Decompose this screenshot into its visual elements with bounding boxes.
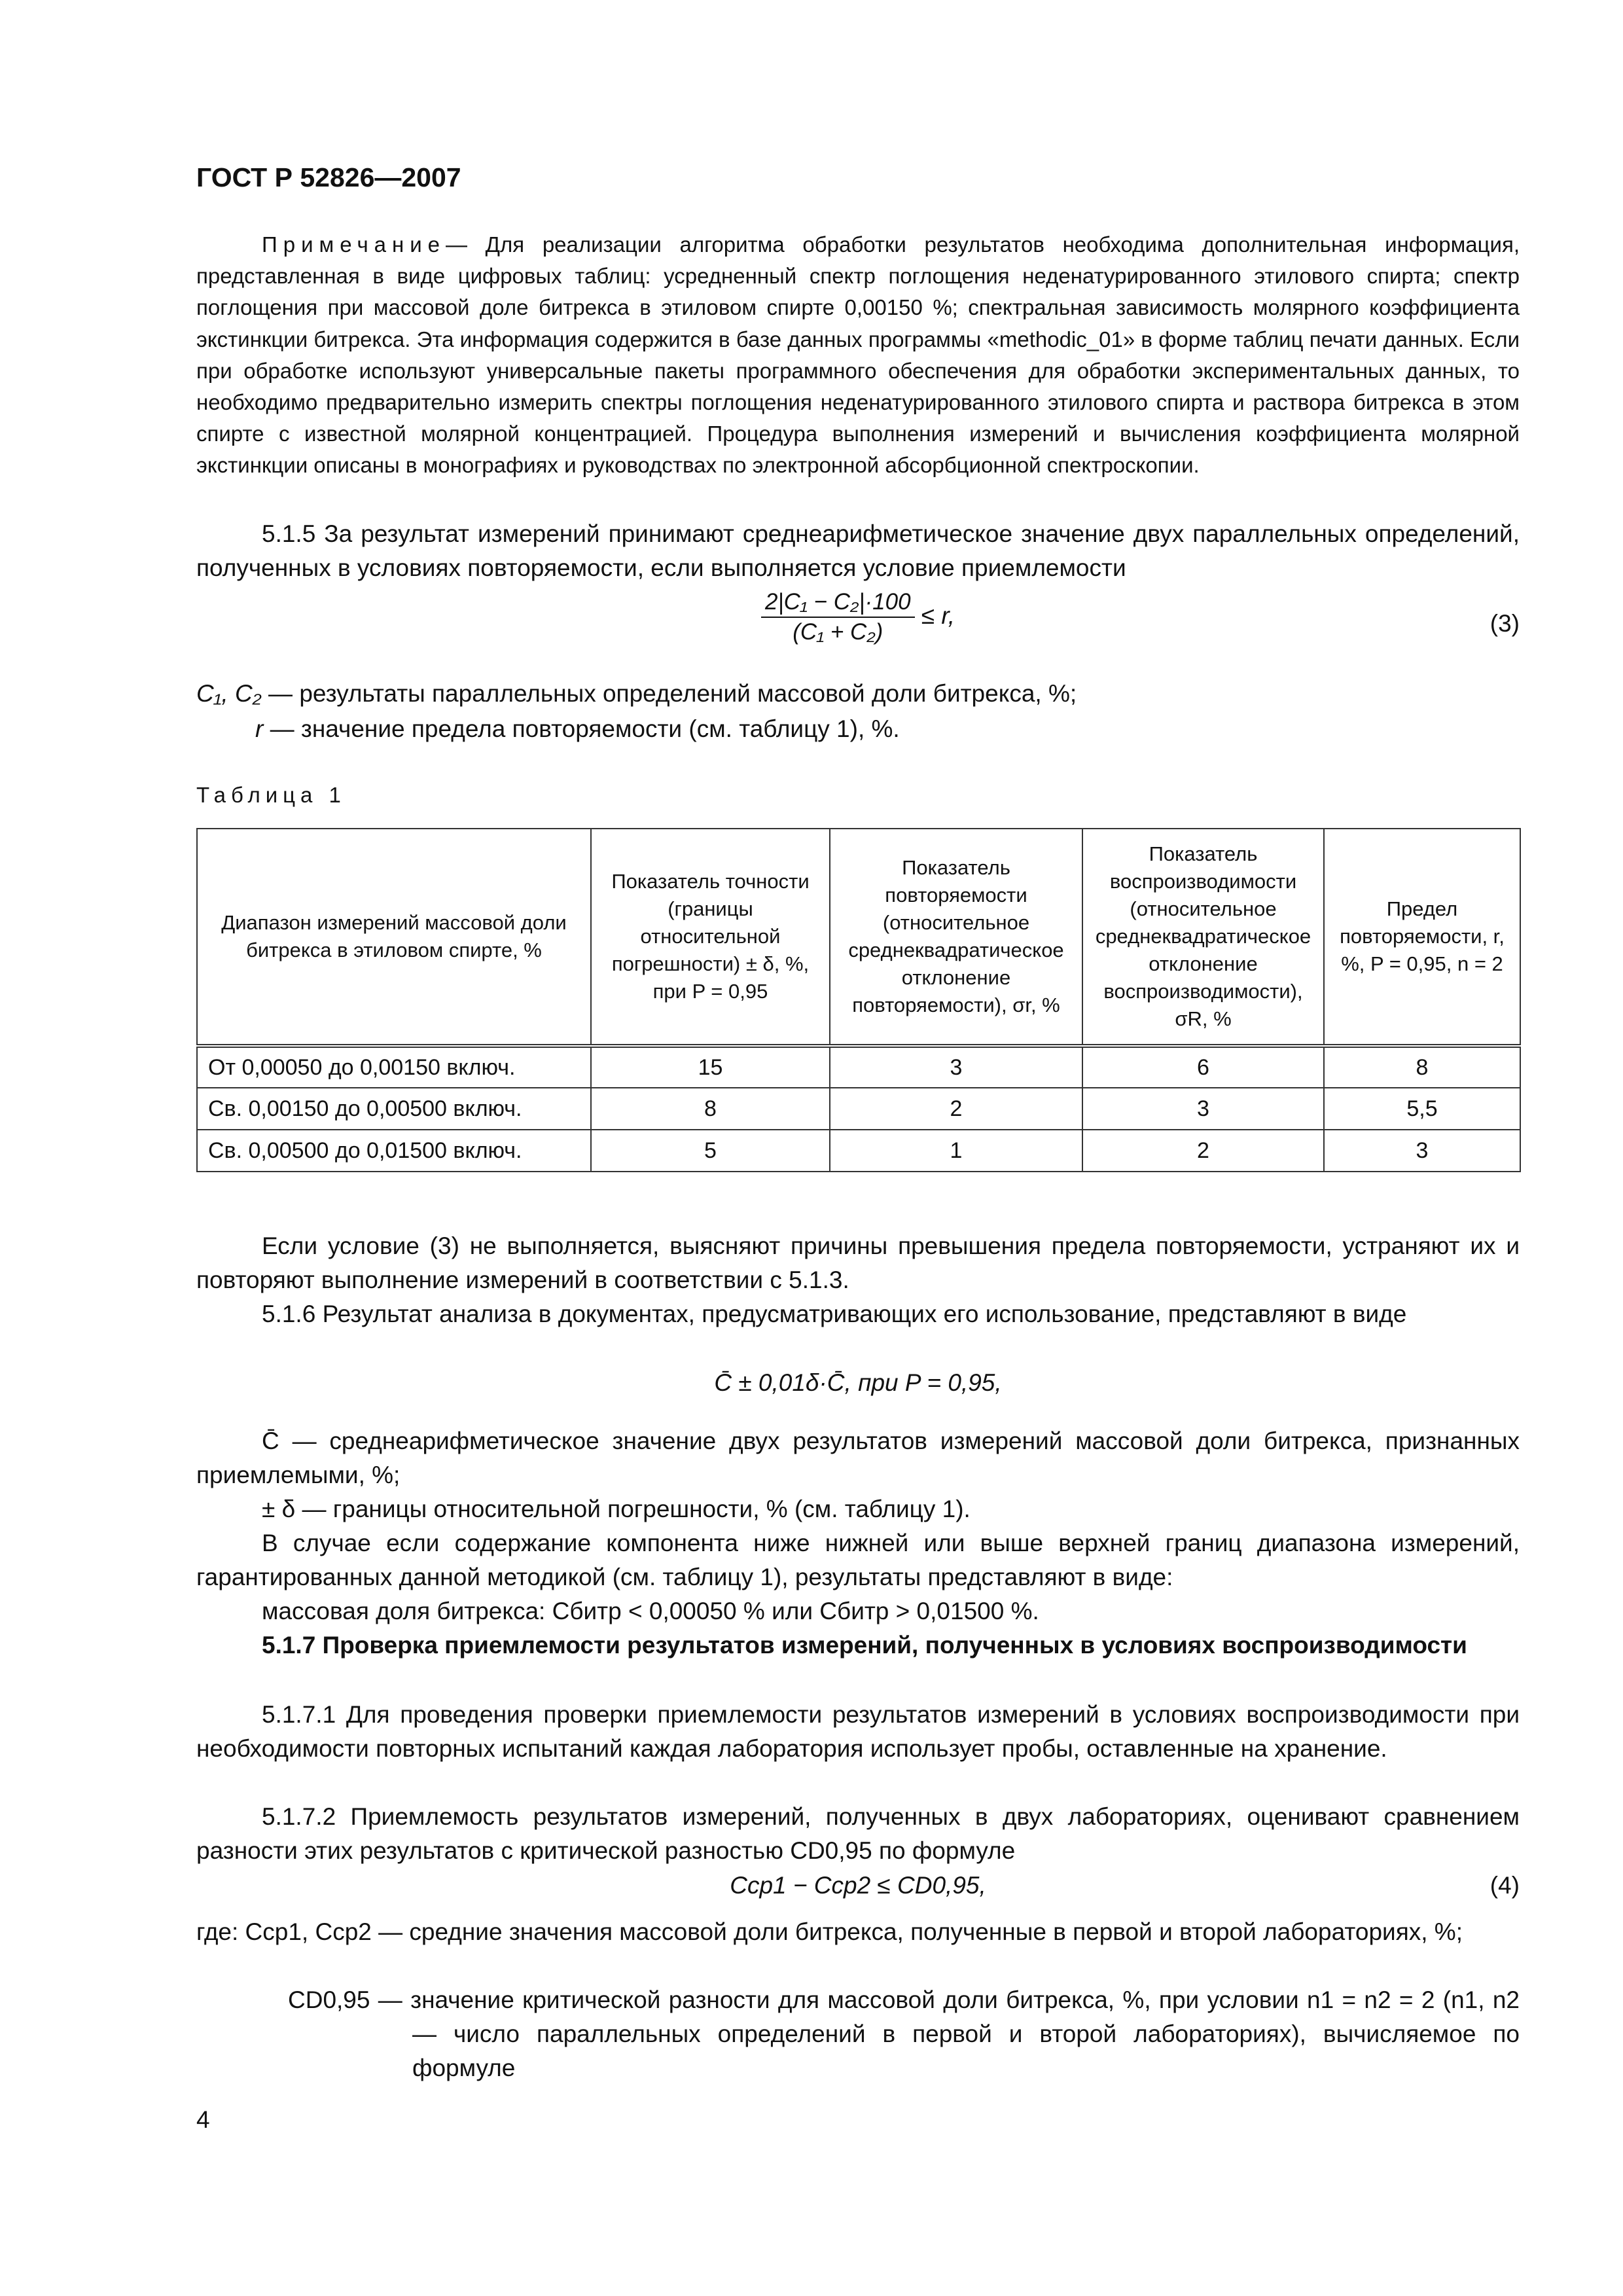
formula-result: C̄ ± 0,01δ·C̄, при P = 0,95, xyxy=(714,1369,1002,1396)
equation-number-4: (4) xyxy=(1489,1872,1520,1899)
section-5-1-6: 5.1.6 Результат анализа в документах, предусматривающих его использование, представляют в виде xyxy=(262,1300,1407,1327)
cell: 6 xyxy=(1082,1046,1324,1088)
def1-symbol: C₁, C₂ xyxy=(196,680,262,707)
cell: 5 xyxy=(591,1130,830,1172)
cell: 2 xyxy=(830,1088,1082,1130)
cell: 2 xyxy=(1082,1130,1324,1172)
cell: 3 xyxy=(830,1046,1082,1088)
def1-text: — результаты параллельных определений массовой доли битрекса, %; xyxy=(261,680,1077,707)
col-header-accuracy: Показатель точности (границы относительной погрешности) ± δ, %, при P = 0,95 xyxy=(591,829,830,1046)
col-header-range: Диапазон измерений массовой доли битрекса в этиловом спирте, % xyxy=(197,829,591,1046)
definition-c-sr: где: Cср1, Cср2 — средние значения массовой доли битрекса, полученные в первой и второй лабораториях, %; xyxy=(196,1918,1463,1945)
formula-3-denominator: (C₁ + C₂) xyxy=(793,619,883,645)
section-5-1-7-2: 5.1.7.2 Приемлемость результатов измерений, полученных в двух лабораториях, оценивают сравнением разности этих результатов с критической разностью CD0,95 по формуле xyxy=(196,1803,1520,1864)
definition-r xyxy=(196,712,1520,746)
col-header-limit: Предел повторяемости, r, %, P = 0,95, n = 2 xyxy=(1324,829,1520,1046)
formula-4: Cср1 − Cср2 ≤ CD0,95, xyxy=(730,1872,986,1899)
cell: 8 xyxy=(1324,1046,1520,1088)
note-text: — Для реализации алгоритма обработки результатов необходима дополнительная информация, представленная в виде цифровых таблиц: усредненный спектр поглощения неденатурированного этилового спирта; спектр поглощения при массовой доле битрекса в этиловом спирте 0,00150 %; спектральная зависимость молярного коэффициента экстинкции битрекса. Эта информация содержится в базе данных программы «methodic_01» в форме таблиц печати данных. Если при обработке используют универсальные пакеты программного обеспечения для обработки экспериментальных данных, то необходимо предварительно измерить спектры поглощения неденатурированного этилового спирта и раствора битрекса в этом спирте с известной молярной концентрацией. Процедура выполнения измерений и вычисления коэффициента молярной экстинкции описаны в монографиях и руководствах по электронной абсорбционной спектроскопии. xyxy=(196,232,1520,478)
section-5-1-7-heading: 5.1.7 Проверка приемлемости результатов измерений, полученных в условиях воспроизводимости xyxy=(262,1632,1467,1659)
table-1 xyxy=(196,828,1521,1172)
table-row xyxy=(197,1130,1520,1172)
table-row xyxy=(197,1046,1520,1088)
section-5-1-7-1: 5.1.7.1 Для проведения проверки приемлемости результатов измерений в условиях воспроизводимости при необходимости повторных испытаний каждая лаборатория использует пробы, оставленные на хранение. xyxy=(196,1701,1520,1762)
cell: От 0,00050 до 0,00150 включ. xyxy=(197,1046,591,1088)
def2-text: — значение предела повторяемости (см. таблицу 1), %. xyxy=(263,715,900,742)
cell: 8 xyxy=(591,1088,830,1130)
definition-c1-c2 xyxy=(196,677,1520,711)
equation-number-3: (3) xyxy=(1489,610,1520,637)
paragraph-condition-fail: Если условие (3) не выполняется, выясняют причины превышения предела повторяемости, устраняют их и повторяют выполнение измерений в соответствии с 5.1.3. xyxy=(196,1232,1520,1293)
cell: Св. 0,00500 до 0,01500 включ. xyxy=(197,1130,591,1172)
section-5-1-5: 5.1.5 За результат измерений принимают среднеарифметическое значение двух параллельных определений, полученных в условиях повторяемости, если выполняется условие приемлемости xyxy=(196,520,1520,581)
cell: 15 xyxy=(591,1046,830,1088)
formula-3-numerator: 2|C₁ − C₂|·100 xyxy=(761,589,915,618)
cell: 3 xyxy=(1324,1130,1520,1172)
document-header: ГОСТ Р 52826—2007 xyxy=(196,162,461,192)
paragraph-out-of-range: В случае если содержание компонента ниже нижней или выше верхней границ диапазона измерений, гарантированных данной методикой (см. таблицу 1), результаты представляют в виде: xyxy=(196,1530,1520,1590)
def2-symbol: r xyxy=(255,715,264,742)
note-lead: Примечание xyxy=(262,232,446,257)
cell: Св. 0,00150 до 0,00500 включ. xyxy=(197,1088,591,1130)
definition-c-mean: C̄ — среднеарифметическое значение двух результатов измерений массовой доли битрекса, признанных приемлемыми, %; xyxy=(196,1427,1520,1488)
paragraph-result-form: массовая доля битрекса: Cбитр < 0,00050 % или Cбитр > 0,01500 %. xyxy=(262,1598,1039,1624)
table-header-row xyxy=(197,829,1520,1046)
note-paragraph xyxy=(196,229,1520,482)
cell: 5,5 xyxy=(1324,1088,1520,1130)
definition-cd: CD0,95 — значение критической разности для массовой доли битрекса, %, при условии n1 = n2 = 2 (n1, n2 — число параллельных определений в первой и второй лабораториях), вычисляемое по формуле xyxy=(288,1986,1520,2081)
cell: 3 xyxy=(1082,1088,1324,1130)
page-number: 4 xyxy=(196,2106,210,2133)
table-row xyxy=(197,1088,1520,1130)
formula-3-rhs: ≤ r, xyxy=(921,601,955,629)
col-header-reproducibility: Показатель воспроизводимости (относительное среднеквадратическое отклонение воспроизводимости), σR, % xyxy=(1082,829,1324,1046)
cell: 1 xyxy=(830,1130,1082,1172)
col-header-repeatability: Показатель повторяемости (относительное среднеквадратическое отклонение повторяемости), σr, % xyxy=(830,829,1082,1046)
table-caption: Таблица 1 xyxy=(196,783,346,807)
formula-3 xyxy=(196,589,1520,645)
definition-delta: ± δ — границы относительной погрешности, % (см. таблицу 1). xyxy=(262,1496,971,1522)
